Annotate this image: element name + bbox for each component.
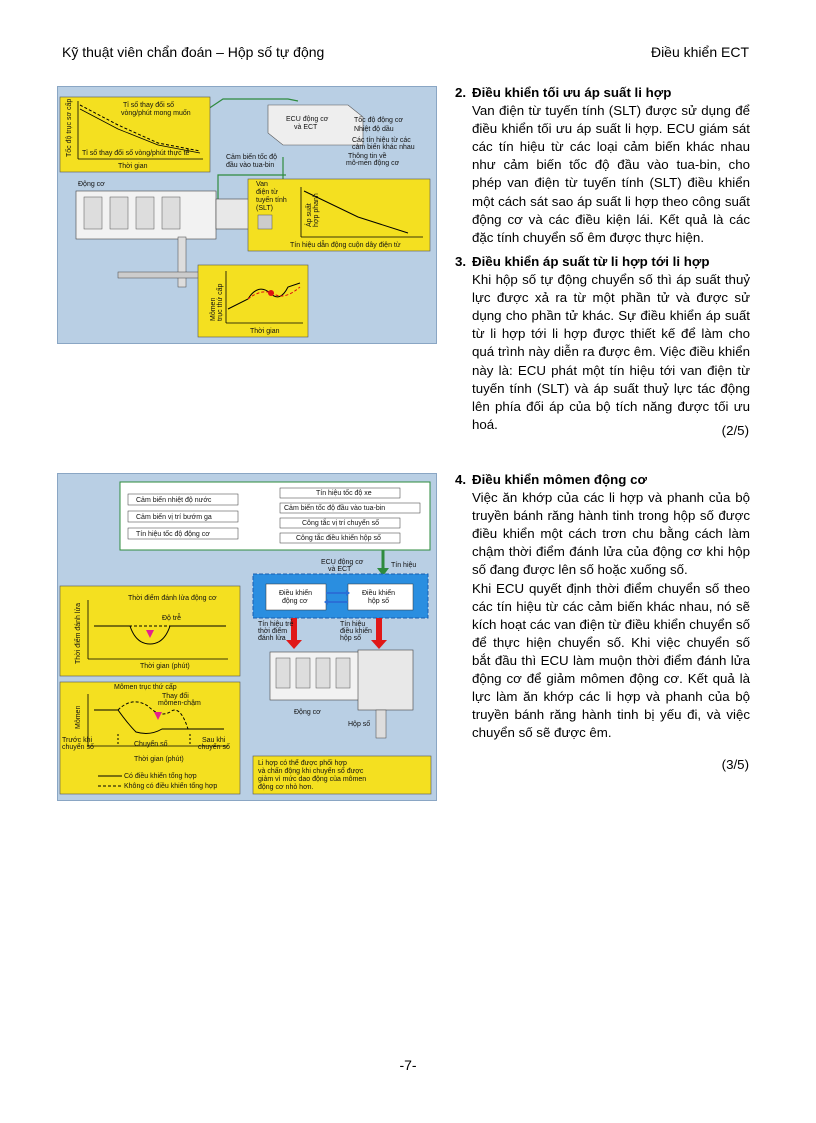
valve-y-label: hợp phanh [313,193,320,227]
shift-label: Tín hiệu [340,621,366,628]
engine-control-label: động cơ [282,598,308,605]
engine-control-label: Điều khiển [279,590,313,597]
page-counter: (2/5) [721,423,749,438]
transmission-control-label: Điều khiển [362,590,396,597]
retard-label: đánh lửa [258,635,286,642]
sensor-label: Công tắc vị trí chuyển số [302,520,380,527]
valve-y-label: Áp suất [306,203,313,227]
note-line: động cơ nhỏ hơn. [258,784,314,791]
after-shift-label: Sau khi [202,737,226,744]
valve-x-label: Tín hiệu dẫn động cuộn dây điện từ [290,242,401,249]
solenoid-valve-drawing [258,215,272,229]
graph1-x-label: Thời gian [118,163,148,170]
valve-label: tuyến tính [256,197,287,204]
valve-label: (SLT) [256,205,273,212]
figure-engine-torque-control [57,473,437,801]
graph1-y-label: Tốc độ trục sơ cấp [66,98,73,157]
engine-label: Động cơ [78,181,105,188]
torque-change-label: mômen-chậm [158,700,201,707]
valve-label: điện từ [256,189,278,196]
sensor-label: Tín hiệu tốc độ xe [316,490,372,497]
shift-signal-arrow [376,618,382,642]
before-shift-label: chuyển số [62,744,94,751]
gearbox-label: Hộp số [348,721,371,728]
delay-label: Độ trễ [162,615,182,622]
transmission-control-label: hộp số [368,598,390,605]
figure-clutch-pressure-control [57,86,437,344]
torque-y-label: Mômen [75,705,82,729]
torque-marker [268,290,274,296]
section-4-body-1: Việc ăn khớp của các li hợp và phanh của bộ truyền bánh răng hành tinh trong hộp số được điều khiển một cách trơn chu bằng cách làm chậm thời điểm đánh lửa của động cơ khi hộp số đang được lên số hoặc xuống số. [472,490,750,578]
section-3 [455,253,750,434]
retard-signal-arrow-head [286,640,302,649]
sensor-label: Cảm biến nhiệt độ nước [136,497,212,504]
figure-2-diagram [58,474,436,800]
sensor-label: Cảm biến tốc độ [226,154,277,161]
page-counter: (3/5) [721,757,749,772]
torque-graph-title: Mômen trục thứ cấp [114,684,177,691]
sensor-label: Cảm biến vị trí bướm ga [136,514,212,521]
signal-label: cảm biến khác nhau [352,144,415,151]
retard-label: thời điểm [258,628,288,635]
ecu-label: ECU động cơ [286,116,329,123]
torque-x-label: Thời gian [250,328,280,335]
section-2-heading: 2. Điều khiển tối ưu áp suất li hợp [455,85,672,100]
legend-label: Có điều khiển tổng hợp [124,773,197,780]
signal-label: Thông tin về [348,153,387,160]
note-line: Li hợp có thể được phối hợp [258,760,347,767]
signal-label: Nhiệt độ dầu [354,126,394,133]
transmission-control-box [348,584,413,610]
signal-label: Các tín hiệu từ các [352,137,411,144]
graph1-label: Tỉ số thay đổi số vòng/phút thực tế [82,150,190,157]
torque-y-label: trục thứ cấp [217,283,224,321]
ecu-label: và ECT [328,566,352,573]
ignition-y-label: Thời điểm đánh lửa [75,602,82,664]
sensor-label: Cảm biến tốc độ đầu vào tua-bin [284,505,386,512]
header-title: Kỹ thuật viên chẩn đoán – Hộp số tự động [62,44,325,60]
ignition-graph-title: Thời điểm đánh lửa động cơ [128,595,217,602]
engine-label: Động cơ [294,709,321,716]
shift-signal-arrow-head [371,640,387,649]
section-4-body-2: Khi ECU quyết định thời điểm chuyển số theo các tín hiệu từ các cảm biến khác nhau, nó sẽ kích hoạt các van điện từ điều khiển chuyển số để thực hiện chuyển số. Khi việc chuyển số bắt đầu thì ECU làm muộn thời điểm đánh lửa động cơ để giảm mômen động cơ. Kết quả là lực làm ăn khớp các li hợp và phanh của bộ truyền bánh răng hành tinh bị yếu đi, và việc chuyển số sẽ được êm. [472,580,750,741]
section-2 [455,84,750,247]
shift-label: hộp số [340,635,362,642]
retard-label: Tín hiệu trễ [258,621,294,628]
graph1-label: Tỉ số thay đổi số [123,102,174,109]
before-shift-label: Trước khi [62,737,93,744]
sensor-label: đầu vào tua-bin [226,162,275,169]
section-4-heading: 4. Điều khiển mômen động cơ [455,472,647,487]
shift-label: điều khiển [340,628,372,635]
page-number: -7- [399,1057,417,1073]
engine-control-box [266,584,326,610]
engine-gearbox-drawing [270,650,413,738]
section-2-body: Van điện từ tuyến tính (SLT) được sử dụng để điều khiển tối ưu áp suất li hợp. ECU giám sát các tín hiệu từ các loại cảm biến khác nhau như cảm biến tốc độ đầu vào tua-bin, cho phép van điện từ tuyến tính (SLT) điều khiển một cách sát sao áp suất li hợp theo công suất động cơ và các điều kiện lái. Kết quả là các đặc tính chuyển số êm được thực hiện. [472,103,750,245]
header-section: Điều khiển ECT [650,44,749,60]
ignition-x-label: Thời gian (phút) [140,663,190,670]
graph1-label: vòng/phút mong muốn [121,110,191,117]
signal-label: Tốc độ động cơ [354,117,403,124]
after-shift-label: chuyển số [198,744,230,751]
ecu-label: và ECT [294,124,318,131]
torque-change-label: Thay đổi [162,693,189,700]
signal-label: Tín hiệu [391,562,417,569]
figure-1-diagram [58,87,436,343]
legend-label: Không có điều khiển tổng hợp [124,783,218,790]
section-3-heading: 3. Điều khiển áp suất từ li hợp tới li hợp [455,254,710,269]
torque-x-label: Thời gian (phút) [134,756,184,763]
section-3-body: Khi hộp số tự động chuyển số thì áp suất thuỷ lực được xả ra từ một phần tử và được sử dụng cho phần tử khác. Sự điều khiển áp suất từ li hợp tới li hợp được thiết kế để làm cho quá trình này diễn ra được êm. Việc điều khiển này là: ECU phát một tín hiệu tới van điện từ tuyến tính (SLT) và áp suất thuỷ lực tác động lên phía đối áp của bộ tích năng được tối ưu hoá. [472,272,750,432]
sensor-label: Công tắc điều khiển hộp số [296,535,381,542]
torque-y-label: Mômen [210,297,217,321]
ecu-label: ECU động cơ [321,559,364,566]
shifting-label: Chuyển số [134,741,168,748]
section-4 [455,471,750,742]
sensor-label: Tín hiệu tốc độ động cơ [136,531,210,538]
note-line: giảm vì mức dao động của mômen [258,776,367,783]
valve-label: Van [256,181,268,188]
signal-label: mô-men động cơ [346,160,400,167]
note-line: và chấn động khi chuyển số được [258,768,364,775]
